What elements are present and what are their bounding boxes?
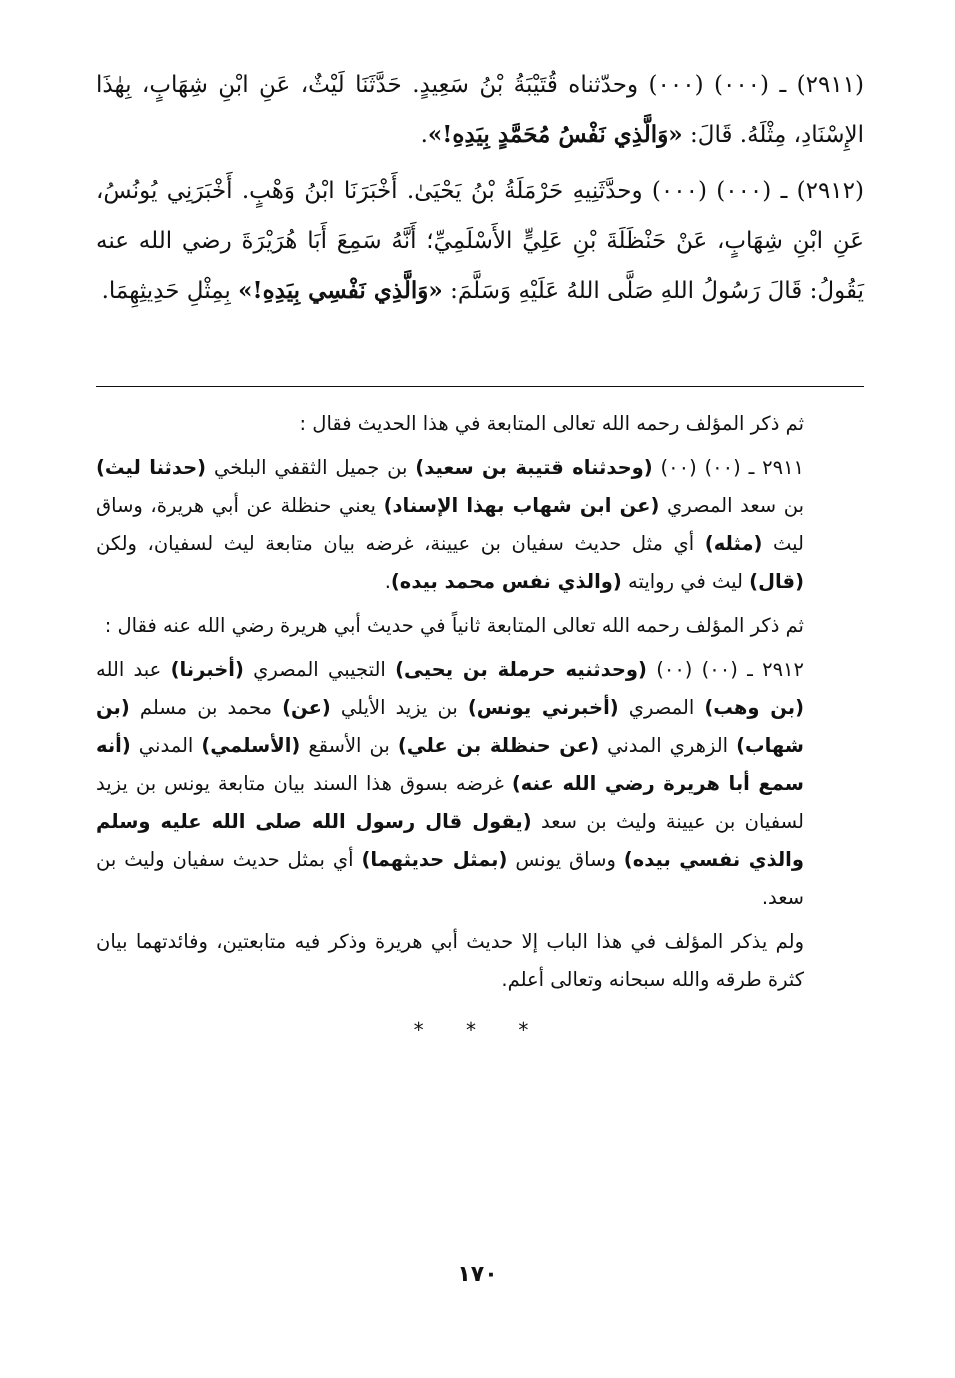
bold-matn-segment: (أخبرني يونس) bbox=[467, 696, 619, 719]
bold-matn-segment: (بن وهب) bbox=[704, 696, 804, 719]
bold-matn-segment: (بمثل حديثهما) bbox=[361, 848, 508, 871]
commentary-closing: ولم يذكر المؤلف في هذا الباب إلا حديث أبي هريرة وذكر فيه متابعتين، وفائدتهما بيان كثرة طرقه والله سبحانه وتعالى أعلم. bbox=[96, 930, 804, 991]
bold-matn-segment: (الأسلمي) bbox=[201, 734, 301, 757]
bold-matn-segment: (عن حنظلة بن علي) bbox=[397, 734, 600, 757]
bold-matn-segment: (يقول قال رسول الله صلى الله عليه وسلم والذي نفسي بيده) bbox=[96, 810, 804, 871]
commentary-segment: محمد بن مسلم bbox=[129, 696, 283, 719]
bold-matn-segment: (أنه سمع أبا هريرة رضي الله عنه) bbox=[96, 734, 804, 795]
bold-matn-segment: (قال) bbox=[749, 570, 804, 593]
section-end-stars: * * * bbox=[413, 1018, 547, 1042]
commentary-intro-1: ثم ذكر المؤلف رحمه الله تعالى المتابعة في هذا الحديث فقال : bbox=[299, 412, 804, 435]
bold-matn-segment: (عن ابن شهاب بهذا الإسناد) bbox=[383, 494, 660, 517]
bold-matn-segment: (وحدثناه قتيبة بن سعيد) bbox=[415, 456, 653, 479]
hadith-2911 bbox=[96, 60, 864, 160]
commentary-segment: بن يزيد الأيلي bbox=[330, 696, 468, 719]
hadith-2911-quote: «وَالَّذِي نَفْسُ مُحَمَّدٍ بِيَدِهِ!» bbox=[427, 121, 683, 148]
commentary-2911 bbox=[96, 449, 864, 601]
hadith-section bbox=[96, 60, 864, 322]
commentary-segment: ليث في روايته bbox=[621, 570, 750, 593]
bold-matn-segment: (وحدثنيه حرملة بن يحيى) bbox=[395, 658, 647, 681]
commentary-segment: عبد الله bbox=[96, 658, 171, 681]
commentary-segment: ٢٩١٢ ـ (٠٠) (٠٠) bbox=[646, 658, 804, 681]
hadith-2912 bbox=[96, 166, 864, 316]
bold-matn-segment: (أخبرنا) bbox=[170, 658, 244, 681]
commentary-section bbox=[96, 405, 864, 1049]
commentary-segment: بن سعد المصري bbox=[659, 494, 804, 517]
bold-matn-segment: (عن) bbox=[282, 696, 331, 719]
hadith-2912-quote: «وَالَّذِي نَفْسِي بِيَدِهِ!» bbox=[238, 277, 443, 304]
bold-matn-segment: (مثله) bbox=[704, 532, 763, 555]
hadith-2912-end: بِمِثْلِ حَدِيثِهِمَا. bbox=[101, 278, 231, 304]
section-divider bbox=[96, 386, 864, 387]
bold-matn-segment: (حدثنا ليث) bbox=[96, 456, 207, 479]
commentary-segment: أي بمثل حديث سفيان وليث بن سعد. bbox=[96, 848, 804, 909]
bold-matn-segment: (والذي نفس محمد بيده) bbox=[390, 570, 622, 593]
commentary-segment: يعني حنظلة عن أبي هريرة، وساق ليث bbox=[96, 494, 804, 555]
commentary-segment: . bbox=[384, 570, 391, 593]
hadith-2912-number: (٢٩١٢) ـ (٠٠٠) (٠٠٠) bbox=[651, 178, 864, 204]
commentary-segment: بن جميل الثقفي البلخي bbox=[206, 456, 416, 479]
commentary-segment: وساق يونس bbox=[507, 848, 624, 871]
commentary-segment: التجيبي المصري bbox=[243, 658, 396, 681]
commentary-segment: الزهري المدني bbox=[599, 734, 737, 757]
hadith-2912-chain: وحدَّثَنِيهِ حَرْمَلَةُ بْنُ يَحْيَىٰ. أَخْبَرَنَا ابْنُ وَهْبٍ. أَخْبَرَنِي يُونُسُ، عَنِ ابْنِ شِهَابٍ، عَنْ حَنْظَلَةَ بْنِ عَلِيٍّ الأَسْلَمِيِّ؛ أَنَّهُ سَمِعَ أَبَا هُرَيْرَةَ رضي الله عنه يَقُولُ: قَالَ رَسُولُ اللهِ صَلَّى اللهُ عَلَيْهِ وَسَلَّمَ: bbox=[96, 178, 864, 304]
hadith-2911-number: (٢٩١١) ـ (٠٠٠) (٠٠٠) bbox=[648, 72, 865, 98]
commentary-segment: ٢٩١١ ـ (٠٠) (٠٠) bbox=[652, 456, 805, 479]
commentary-2912 bbox=[96, 651, 864, 917]
commentary-segment: المدني bbox=[130, 734, 202, 757]
commentary-intro-2: ثم ذكر المؤلف رحمه الله تعالى المتابعة ثانياً في حديث أبي هريرة رضي الله عنه فقال : bbox=[104, 614, 804, 637]
hadith-2911-end: . bbox=[420, 122, 428, 148]
commentary-segment: أي مثل حديث سفيان بن عيينة، غرضه بيان متابعة ليث لسفيان، ولكن bbox=[96, 532, 705, 555]
bold-matn-segment: (بن شهاب) bbox=[96, 696, 804, 757]
commentary-segment: بن الأسقع bbox=[300, 734, 398, 757]
page-number: ١٧٠ bbox=[457, 1262, 498, 1287]
commentary-segment: المصري bbox=[618, 696, 705, 719]
hadith-2911-chain: وحدّثناه قُتَيْبَةُ بْنُ سَعِيدٍ. حَدَّثَنَا لَيْثٌ، عَنِ ابْنِ شِهَابٍ، بِهٰذَا الإِسْنَادِ، مِثْلَهُ. قَالَ: bbox=[96, 72, 864, 148]
commentary-segment: غرضه بسوق هذا السند بيان متابعة يونس بن يزيد لسفيان بن عيينة وليث بن سعد bbox=[96, 772, 804, 833]
